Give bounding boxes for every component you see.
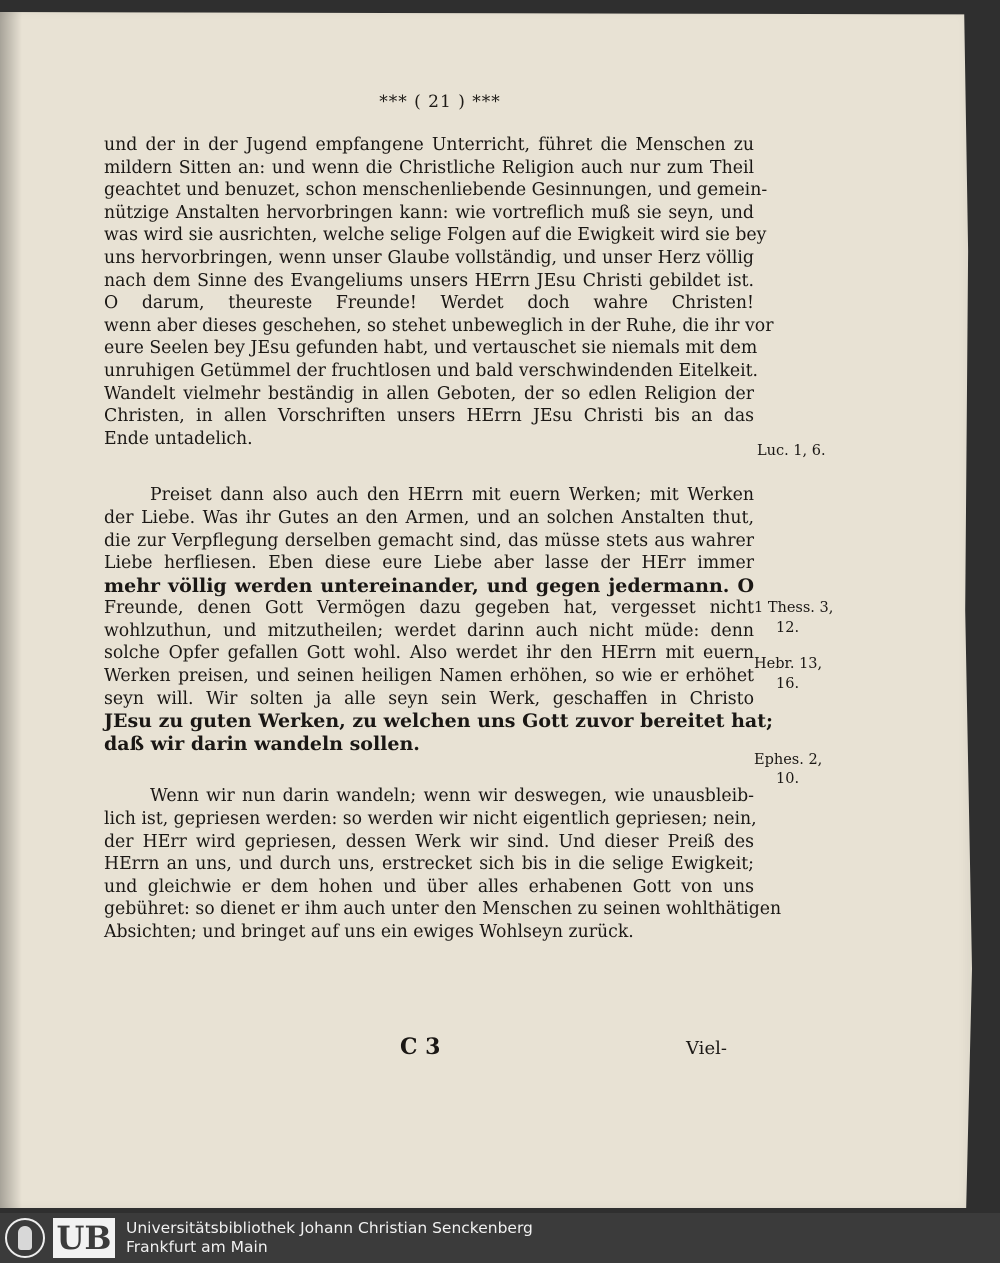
text-line: geachtet und benuzet, schon menschenliebende Gesinnungen, und gemein-: [104, 180, 768, 201]
margin-note-luc: Luc. 1, 6.: [757, 443, 826, 459]
paragraph-2: [104, 484, 773, 755]
text-line: und der in der Jugend empfangene Unterricht, führet die Menschen zu: [104, 135, 754, 155]
margin-note-thess: 1 Thess. 3,: [754, 600, 834, 616]
page-gutter-shadow: [0, 12, 22, 1208]
text-line: wohlzuthun, und mitzutheilen; werdet darinn auch nicht müde: denn: [104, 620, 754, 641]
text-line: Liebe herfliesen. Eben diese eure Liebe aber lasse der HErr immer: [104, 553, 754, 574]
text-line: mildern Sitten an: und wenn die Christliche Religion auch nur zum Theil: [104, 157, 754, 178]
text-line: unruhigen Getümmel der fruchtlosen und bald verschwindenden Eitelkeit.: [104, 360, 759, 381]
margin-note-hebr: Hebr. 13,: [754, 656, 823, 672]
margin-note-ephes: Ephes. 2,: [754, 752, 823, 768]
text-line: HErrn an uns, und durch uns, erstrecket sich bis in die selige Ewigkeit;: [104, 854, 754, 875]
text-line-emphasis: JEsu zu guten Werken, zu welchen uns Gott zuvor bereitet hat;: [104, 710, 773, 733]
text-line-emphasis: O darum, theureste Freunde! Werdet doch wahre Christen!: [104, 293, 754, 314]
margin-note-ephes-verse: 10.: [776, 771, 800, 787]
library-name-line1: Universitätsbibliothek Johann Christian Senckenberg: [126, 1219, 533, 1237]
signature-mark: C 3: [400, 1034, 441, 1060]
ub-logo: UB: [53, 1218, 115, 1258]
text-line: der Liebe. Was ihr Gutes an den Armen, und an solchen Anstalten thut,: [104, 507, 754, 528]
text-line-emphasis: mehr völlig werden untereinander, und gegen jedermann. O: [104, 574, 754, 597]
margin-note-hebr-verse: 16.: [776, 676, 800, 692]
text-line: lich ist, gepriesen werden: so werden wir nicht eigentlich gepriesen; nein,: [104, 809, 757, 830]
page-header: *** ( 21 ) ***: [379, 92, 501, 112]
text-line: Werken preisen, und seinen heiligen Namen erhöhen, so wie er erhöhet: [104, 666, 754, 687]
text-line: was wird sie ausrichten, welche selige Folgen auf die Ewigkeit wird sie bey: [104, 225, 767, 246]
text-line: Wandelt vielmehr beständig in allen Geboten, der so edlen Religion der: [104, 383, 754, 404]
text-line: die zur Verpflegung derselben gemacht sind, das müsse stets aus wahrer: [104, 530, 754, 551]
margin-note-thess-verse: 12.: [776, 620, 800, 636]
library-name-line2: Frankfurt am Main: [126, 1238, 268, 1256]
body-text: [104, 134, 782, 944]
library-name: [126, 1219, 533, 1257]
library-logo: [3, 1217, 117, 1259]
text-line-emphasis: daß wir darin wandeln sollen.: [104, 732, 420, 755]
paragraph-1: [104, 134, 774, 450]
text-line: Wenn wir nun darin wandeln; wenn wir deswegen, wie unausbleib-: [150, 786, 754, 807]
text-line: seyn will. Wir solten ja alle seyn sein Werk, geschaffen in Christo: [104, 688, 754, 709]
text-line: uns hervorbringen, wenn unser Glaube vollständig, und unser Herz völlig: [104, 247, 754, 268]
text-line: und gleichwie er dem hohen und über alles erhabenen Gott von uns: [104, 876, 754, 897]
catchword: Viel-: [686, 1038, 727, 1059]
paragraph-3: [104, 785, 782, 943]
text-line: gebühret: so dienet er ihm auch unter den Menschen zu seinen wohlthätigen: [104, 899, 782, 920]
text-line: solche Opfer gefallen Gott wohl. Also werdet ihr den HErrn mit euern: [104, 643, 754, 664]
text-line: nützige Anstalten hervorbringen kann: wie vortreflich muß sie seyn, und: [104, 202, 754, 223]
text-line: wenn aber dieses geschehen, so stehet unbeweglich in der Ruhe, die ihr vor: [104, 315, 774, 336]
text-line: Preiset dann also auch den HErrn mit euern Werken; mit Werken: [150, 485, 754, 506]
text-line: Freunde, denen Gott Vermögen dazu gegeben hat, vergesset nicht: [104, 598, 754, 619]
text-line: Absichten; und bringet auf uns ein ewiges Wohlseyn zurück.: [104, 922, 634, 942]
library-footer: [0, 1213, 1000, 1263]
text-line: Christen, in allen Vorschriften unsers HErrn JEsu Christi bis an das: [104, 406, 754, 427]
text-line: eure Seelen bey JEsu gefunden habt, und vertauschet sie niemals mit dem: [104, 338, 758, 359]
seal-portrait-icon: [5, 1218, 45, 1258]
text-line: Ende untadelich.: [104, 428, 253, 449]
text-line: nach dem Sinne des Evangeliums unsers HErrn JEsu Christi gebildet ist.: [104, 270, 754, 291]
text-line: der HErr wird gepriesen, dessen Werk wir sind. Und dieser Preiß des: [104, 831, 754, 852]
